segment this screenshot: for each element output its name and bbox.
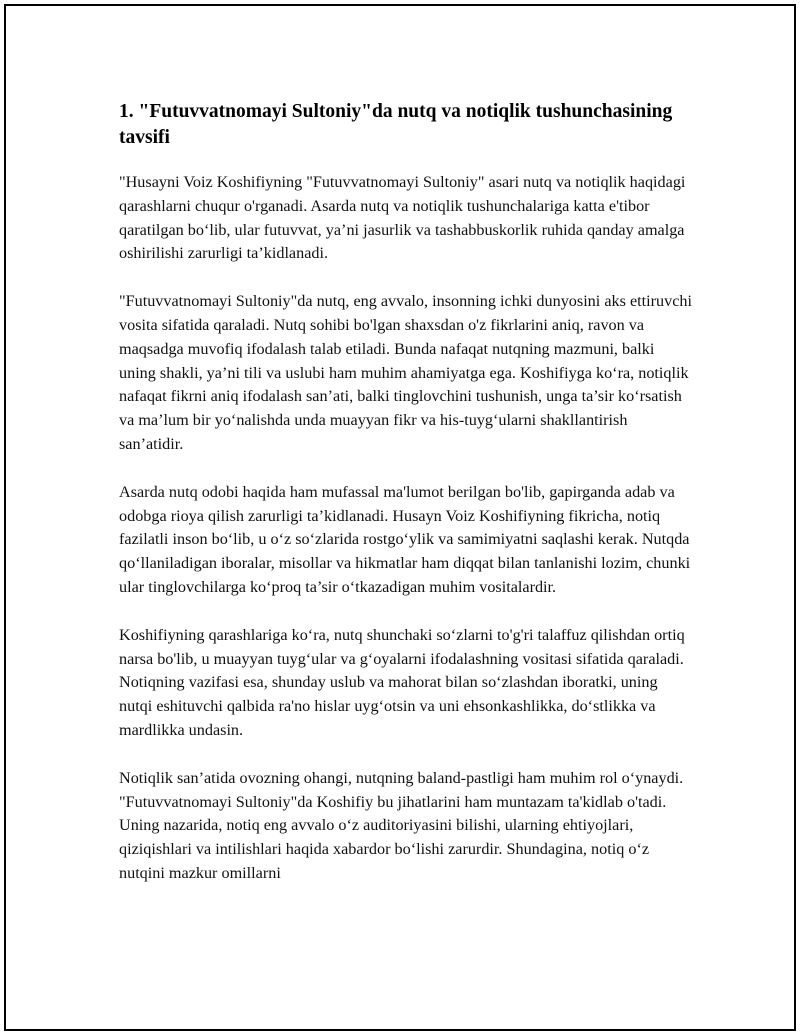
paragraph: "Futuvvatnomayi Sultoniy"da nutq, eng avvalo, insonning ichki dunyosini aks ettiruvchi vosita sifatida qaraladi. Nutq sohibi bo'lgan shaxsdan o'z fikrlarini aniq, ravon va maqsadga muvofiq ifodalash talab etiladi. Bunda nafaqat nutqning mazmuni, balki uning shakli, ya’ni tili va uslubi ham muhim ahamiyatga ega. Koshifiyga ko‘ra, notiqlik nafaqat fikrni aniq ifodalash san’ati, balki tinglovchini tushunish, unga ta’sir ko‘rsatish va ma’lum bir yo‘nalishda unda muayyan fikr va his-tuyg‘ularni shakllantirish san’atidir. xyxy=(119,292,692,453)
paragraph: "Husayni Voiz Koshifiyning "Futuvvatnomayi Sultoniy" asari nutq va notiqlik haqidagi qarashlarni chuqur o'rganadi. Asarda nutq va notiqlik tushunchalariga katta e'tibor qaratilgan bo‘lib, ular futuvvat, ya’ni jasurlik va tashabbuskorlik ruhida qanday amalga oshirilishi zarurligi ta’kidlanadi. xyxy=(119,173,686,263)
document-body xyxy=(119,99,694,910)
paragraph: Koshifiyning qarashlariga ko‘ra, nutq shunchaki so‘zlarni to'g'ri talaffuz qilishdan ortiq narsa bo'lib, u muayyan tuyg‘ular va g‘oyalarni ifodalashning vositasi sifatida qaraladi. Notiqning vazifasi esa, shunday uslub va mahorat bilan so‘zlashdan iboratki, uning nutqi eshituvchi qalbida ra'no hislar uyg‘otsin va uni ehsonkashlikka, do‘stlikka va mardlikka undasin. xyxy=(119,625,685,739)
paragraph: Notiqlik san’atida ovozning ohangi, nutqning baland-pastligi ham muhim rol o‘ynaydi. "Futuvvatnomayi Sultoniy"da Koshifiy bu jihatlarini ham muntazam ta'kidlab o'tadi. Uning nazarida, notiq eng avvalo o‘z auditoriyasini bilishi, ularning ehtiyojlari, qiziqishlari va intilishlari haqida xabardor bo‘lishi zarurdir. Shundagina, notiq o‘z nutqini mazkur omillarni xyxy=(119,768,684,882)
paragraph: Asarda nutq odobi haqida ham mufassal ma'lumot berilgan bo'lib, gapirganda adab va odobga rioya qilish zarurligi ta’kidlanadi. Husayn Voiz Koshifiyning fikricha, notiq fazilatli inson bo‘lib, u o‘z so‘zlarida rostgo‘ylik va samimiyatni saqlashi kerak. Nutqda qo‘llaniladigan iboralar, misollar va hikmatlar ham diqqat bilan tanlanishi lozim, chunki ular tinglovchilarga ko‘proq ta’sir o‘tkazadigan muhim vositalardir. xyxy=(119,482,691,596)
page-frame xyxy=(4,4,796,1031)
section-heading: 1. "Futuvvatnomayi Sultoniy"da nutq va notiqlik tushunchasining tavsifi xyxy=(119,101,673,148)
